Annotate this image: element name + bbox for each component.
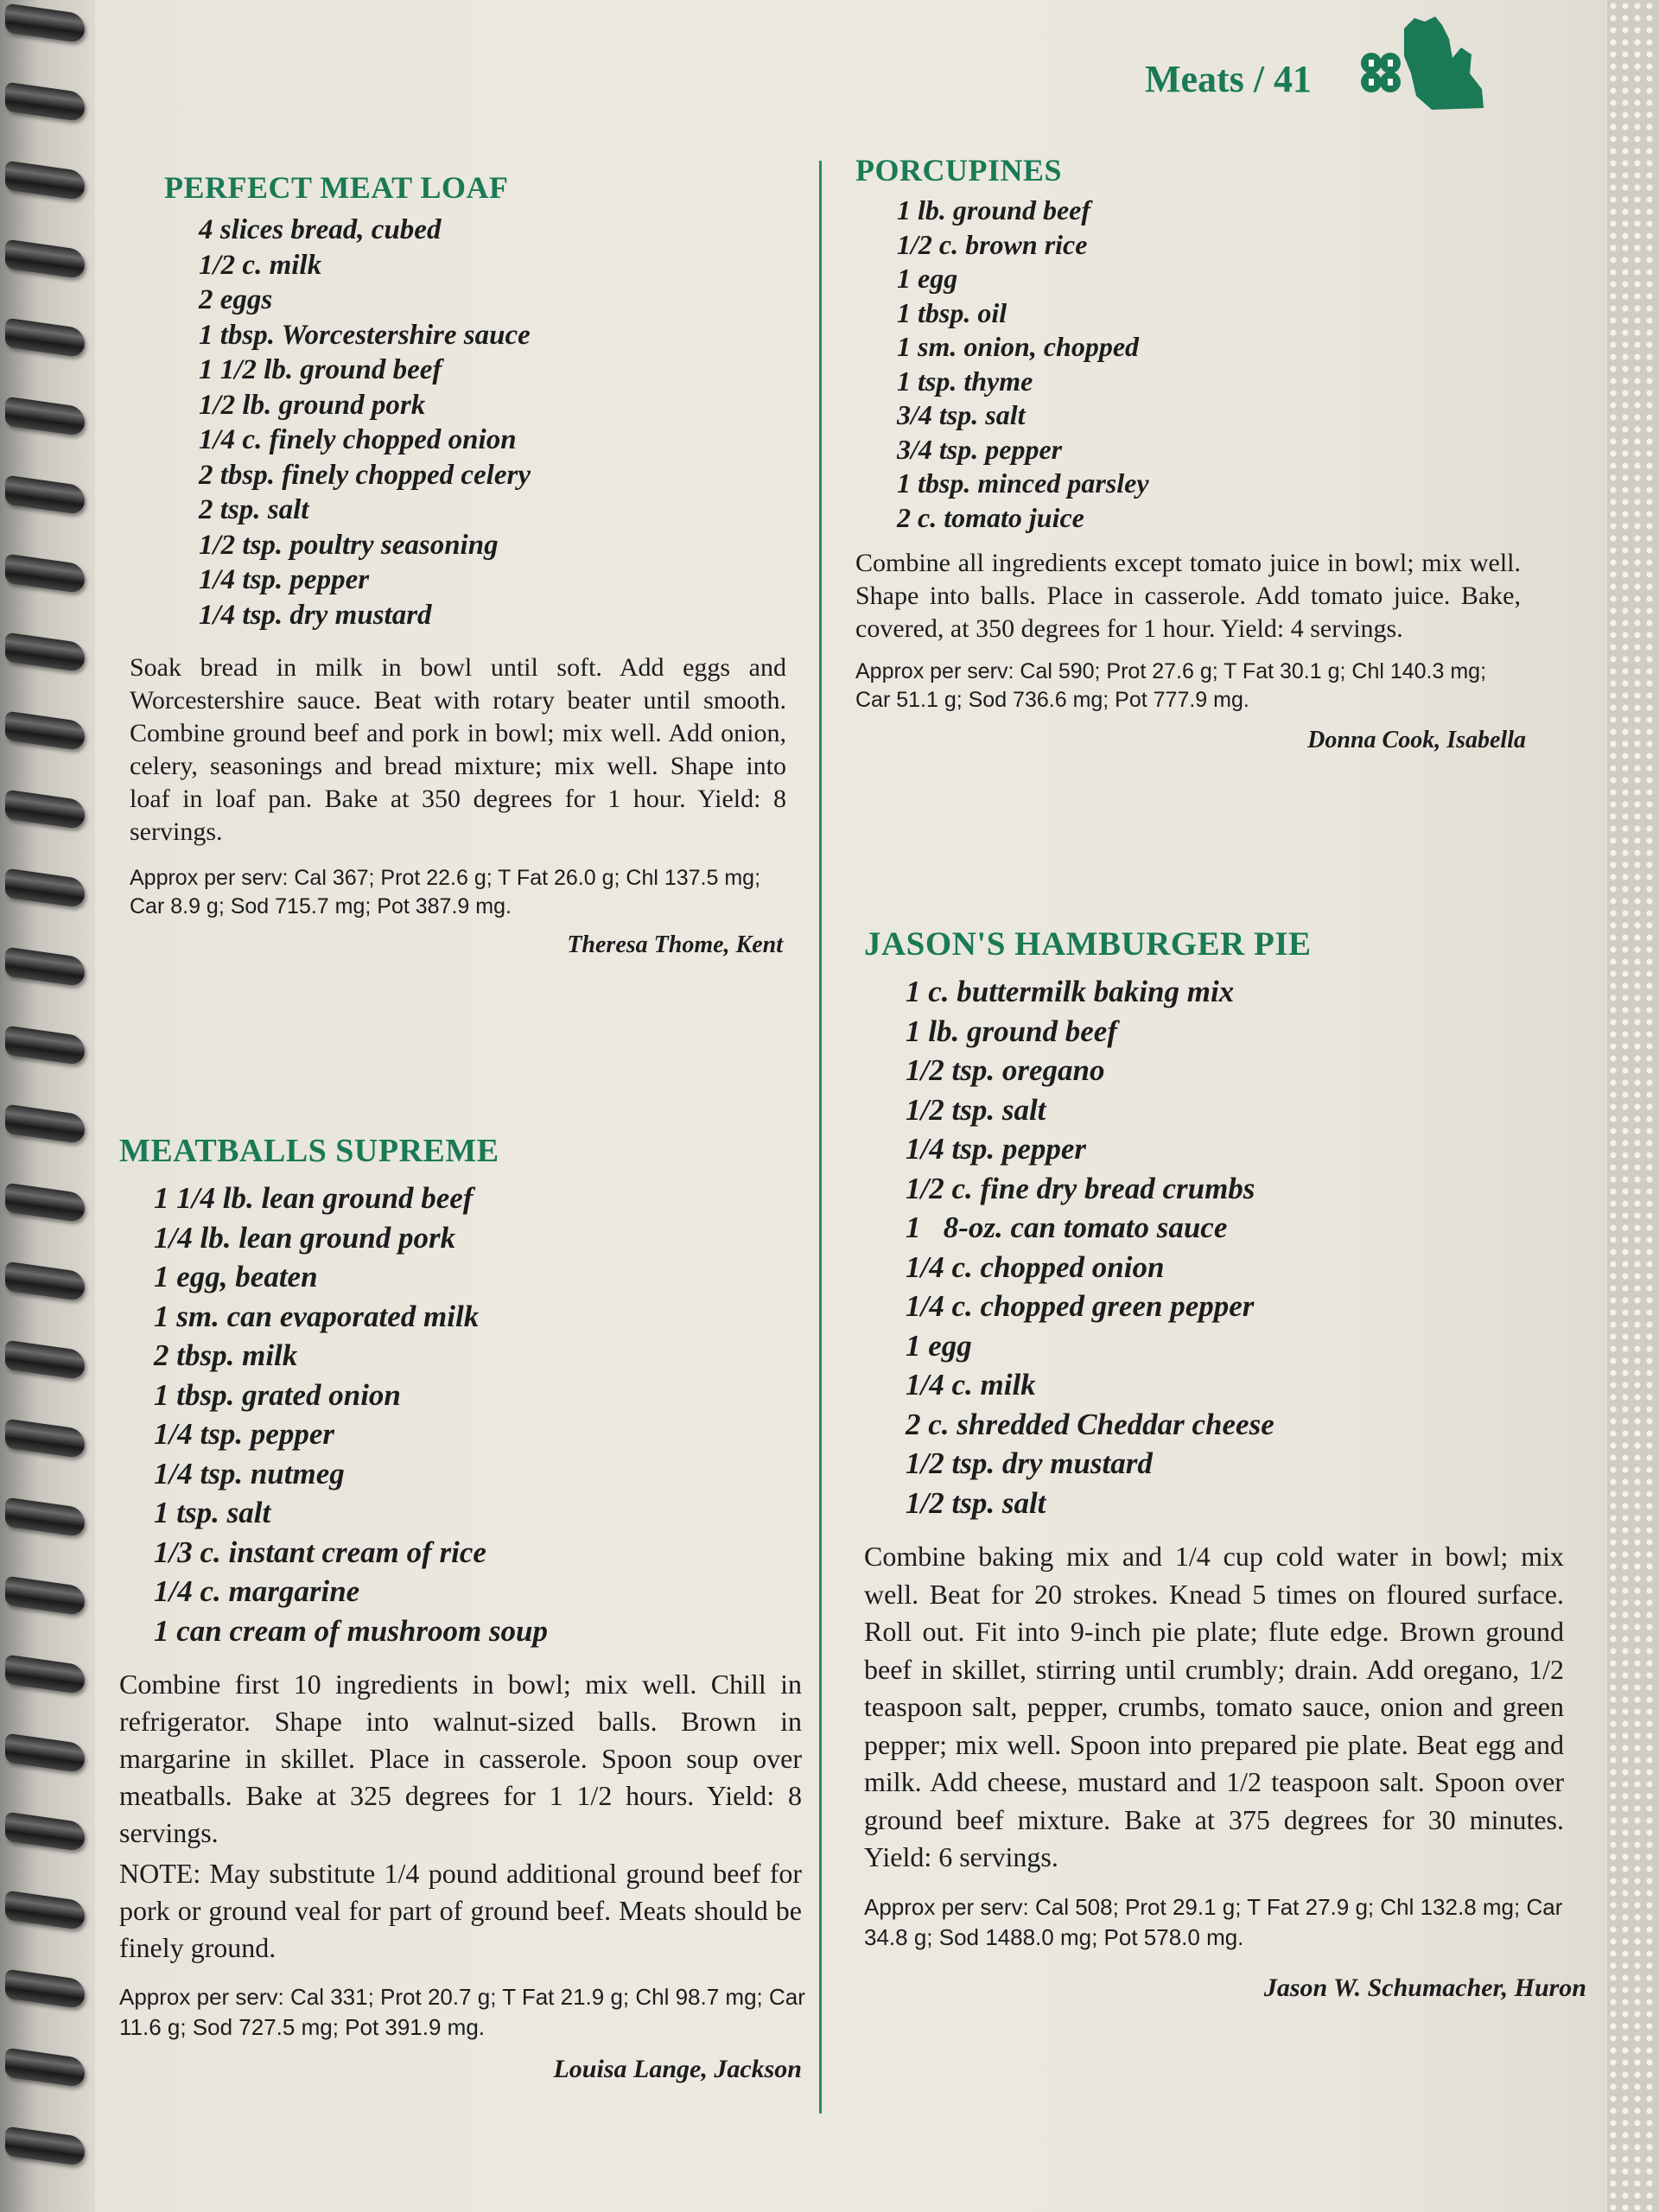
ingredient: 3/4 tsp. salt [897, 399, 1026, 430]
recipe-author: Louisa Lange, Jackson [553, 2055, 802, 2083]
binding-coil [5, 397, 85, 437]
binding-coil [5, 554, 85, 594]
ingredient: 1 lb. ground beef [897, 194, 1090, 226]
binding-coil [5, 2126, 85, 2167]
binding-coil [5, 2048, 85, 2088]
ingredient-list [199, 213, 795, 632]
ingredient: 2 c. shredded Cheddar cheese [906, 1407, 1274, 1441]
ingredient: 1/2 c. milk [199, 249, 322, 281]
recipe-meatballs-supreme [119, 1132, 805, 2084]
ingredient: 1 egg, beaten [154, 1260, 318, 1294]
binding-coil [5, 475, 85, 516]
binding-coil [5, 3, 85, 44]
spiral-binding [0, 0, 95, 2212]
ingredient: 1/4 tsp. dry mustard [199, 599, 432, 631]
ingredient: 1/3 c. instant cream of rice [154, 1535, 486, 1569]
nutrition-info: Approx per serv: Cal 331; Prot 20.7 g; T Fat 21.9 g; Chl 98.7 mg; Car 11.6 g; Sod 727.5 mg; Pot 391.9 mg. [119, 1984, 805, 2040]
binding-coil [5, 1497, 85, 1538]
ingredient: 1/2 tsp. salt [906, 1485, 1046, 1520]
ingredient: 1 8-oz. can tomato sauce [906, 1211, 1228, 1244]
recipe-author: Donna Cook, Isabella [1307, 727, 1526, 753]
ingredient: 1 can cream of mushroom soup [154, 1613, 549, 1648]
binding-coil [5, 1419, 85, 1459]
ingredient: 1/4 tsp. pepper [154, 1417, 335, 1451]
ingredient: 2 tbsp. finely chopped celery [199, 459, 531, 491]
recipe-author: Jason W. Schumacher, Huron [1263, 1973, 1586, 2002]
recipe-perfect-meat-loaf [130, 169, 795, 959]
binding-coil [5, 1969, 85, 2010]
binding-coil [5, 1026, 85, 1066]
ingredient: 1/2 tsp. oregano [906, 1053, 1105, 1087]
ingredient: 1/4 lb. lean ground pork [154, 1220, 456, 1255]
ingredient: 1/4 tsp. pepper [199, 564, 370, 595]
michigan-4h-clover-icon [1352, 13, 1499, 117]
ingredient: 1/4 tsp. nutmeg [154, 1456, 345, 1491]
ingredient: 1 lb. ground beef [906, 1014, 1117, 1048]
binding-coil [5, 1812, 85, 1853]
ingredient: 1/4 c. chopped onion [906, 1249, 1165, 1284]
ingredient: 1 tbsp. oil [897, 296, 1007, 328]
ingredient: 1/2 tsp. poultry seasoning [199, 529, 499, 561]
binding-coil [5, 239, 85, 280]
recipe-directions: Combine baking mix and 1/4 cup cold water in bowl; mix well. Beat for 20 strokes. Knead 5 times on floured surface. Roll out. Fit into 9-inch pie plate; flute edge. Brown ground beef in skillet, stirring until crumbly; drain. Add oregano, 1/2 teaspoon salt, pepper, crumbs, tomato sauce, onion and green pepper; mix well. Spoon into prepared pie plate. Beat egg and milk. Add cheese, mustard and 1/2 teaspoon salt. Spoon over ground beef mixture. Bake at 375 degrees for 30 minutes. Yield: 6 servings. [864, 1541, 1564, 1872]
binding-coil [5, 318, 85, 359]
nutrition-info: Approx per serv: Cal 590; Prot 27.6 g; T Fat 30.1 g; Chl 140.3 mg; Car 51.1 g; Sod 736.6 mg; Pot 777.9 mg. [855, 659, 1487, 712]
recipe-directions: Soak bread in milk in bowl until soft. Add eggs and Worcestershire sauce. Beat with rotary beater until smooth. Combine ground beef and pork in bowl; mix well. Add onion, celery, seasonings and bread mixture; mix well. Shape into loaf in loaf pan. Bake at 350 degrees for 1 hour. Yield: 8 servings. [130, 653, 786, 846]
recipe-title: PERFECT MEAT LOAF [164, 170, 509, 205]
ingredient: 1/2 tsp. salt [906, 1092, 1046, 1127]
ingredient: 1/2 c. brown rice [897, 228, 1088, 260]
ingredient-list [154, 1179, 785, 1650]
ingredient-list [906, 972, 1547, 1522]
binding-coil [5, 1576, 85, 1617]
ingredient: 1 1/2 lb. ground beef [199, 354, 442, 385]
ingredient: 2 c. tomato juice [897, 501, 1084, 533]
binding-coil [5, 632, 85, 673]
nutrition-info: Approx per serv: Cal 508; Prot 29.1 g; T Fat 27.9 g; Chl 132.8 mg; Car 34.8 g; Sod 1488.0 mg; Pot 578.0 mg. [864, 1893, 1563, 1950]
binding-coil [5, 161, 85, 201]
recipe-jasons-hamburger-pie [864, 925, 1586, 2003]
ingredient: 1/4 tsp. pepper [906, 1132, 1087, 1166]
ingredient: 1/4 c. finely chopped onion [199, 424, 517, 455]
ingredient: 3/4 tsp. pepper [897, 433, 1063, 465]
binding-coil [5, 1262, 85, 1302]
column-divider [819, 161, 822, 2113]
ingredient: 1 tbsp. minced parsley [897, 467, 1149, 499]
binding-coil [5, 1891, 85, 1931]
recipe-title: JASON'S HAMBURGER PIE [864, 925, 1312, 963]
ingredient: 1/2 tsp. dry mustard [906, 1446, 1153, 1480]
binding-coil [5, 711, 85, 752]
binding-coil [5, 1104, 85, 1145]
binding-coil [5, 1733, 85, 1774]
recipe-directions: Combine first 10 ingredients in bowl; mix well. Chill in refrigerator. Shape into walnut-sized balls. Brown in margarine in skillet. Place in casserole. Spoon soup over meatballs. Bake at 325 degrees for 1 1/2 hours. Yield: 8 servings. [119, 1669, 802, 1848]
binding-coil [5, 1340, 85, 1381]
binding-coil [5, 1655, 85, 1695]
ingredient: 1 egg [906, 1328, 972, 1363]
ingredient-list [897, 194, 1538, 535]
nutrition-info: Approx per serv: Cal 367; Prot 22.6 g; T Fat 26.0 g; Chl 137.5 mg; Car 8.9 g; Sod 715.7 mg; Pot 387.9 mg. [130, 866, 761, 918]
ingredient: 1 egg [897, 263, 958, 294]
recipe-note: NOTE: May substitute 1/4 pound additional ground beef for pork or ground veal for part of ground beef. Meats should be finely ground. [119, 1858, 802, 1963]
ingredient: 1 sm. can evaporated milk [154, 1299, 480, 1333]
binding-coil [5, 947, 85, 988]
ingredient: 1 tbsp. grated onion [154, 1377, 401, 1412]
recipe-porcupines [855, 152, 1538, 754]
ingredient: 1 c. buttermilk baking mix [906, 975, 1235, 1008]
recipe-author: Theresa Thome, Kent [567, 931, 783, 958]
ingredient: 1/4 c. chopped green pepper [906, 1289, 1255, 1323]
binding-coil [5, 82, 85, 123]
ingredient: 1 1/4 lb. lean ground beef [154, 1181, 474, 1215]
ingredient: 2 tbsp. milk [154, 1338, 298, 1372]
lace-tablecloth [1607, 0, 1659, 2212]
ingredient: 2 tsp. salt [199, 494, 309, 525]
recipe-directions: Combine all ingredients except tomato juice in bowl; mix well. Shape into balls. Place in casserole. Add tomato juice. Bake, covered, at 350 degrees for 1 hour. Yield: 4 servings. [855, 549, 1521, 643]
ingredient: 1 sm. onion, chopped [897, 331, 1140, 362]
ingredient: 2 eggs [199, 284, 273, 315]
ingredient: 1 tsp. thyme [897, 365, 1033, 397]
page-header: Meats / 41 [1145, 58, 1313, 100]
ingredient: 1/4 c. milk [906, 1368, 1036, 1402]
binding-coil [5, 1183, 85, 1224]
binding-coil [5, 790, 85, 830]
ingredient: 1/2 lb. ground pork [199, 389, 426, 421]
ingredient: 1/4 c. margarine [154, 1574, 360, 1608]
recipe-title: MEATBALLS SUPREME [119, 1133, 499, 1169]
ingredient: 4 slices bread, cubed [199, 214, 442, 245]
ingredient: 1 tsp. salt [154, 1496, 271, 1529]
recipe-title: PORCUPINES [855, 153, 1063, 188]
binding-coil [5, 868, 85, 909]
ingredient: 1/2 c. fine dry bread crumbs [906, 1171, 1255, 1205]
ingredient: 1 tbsp. Worcestershire sauce [199, 319, 531, 351]
